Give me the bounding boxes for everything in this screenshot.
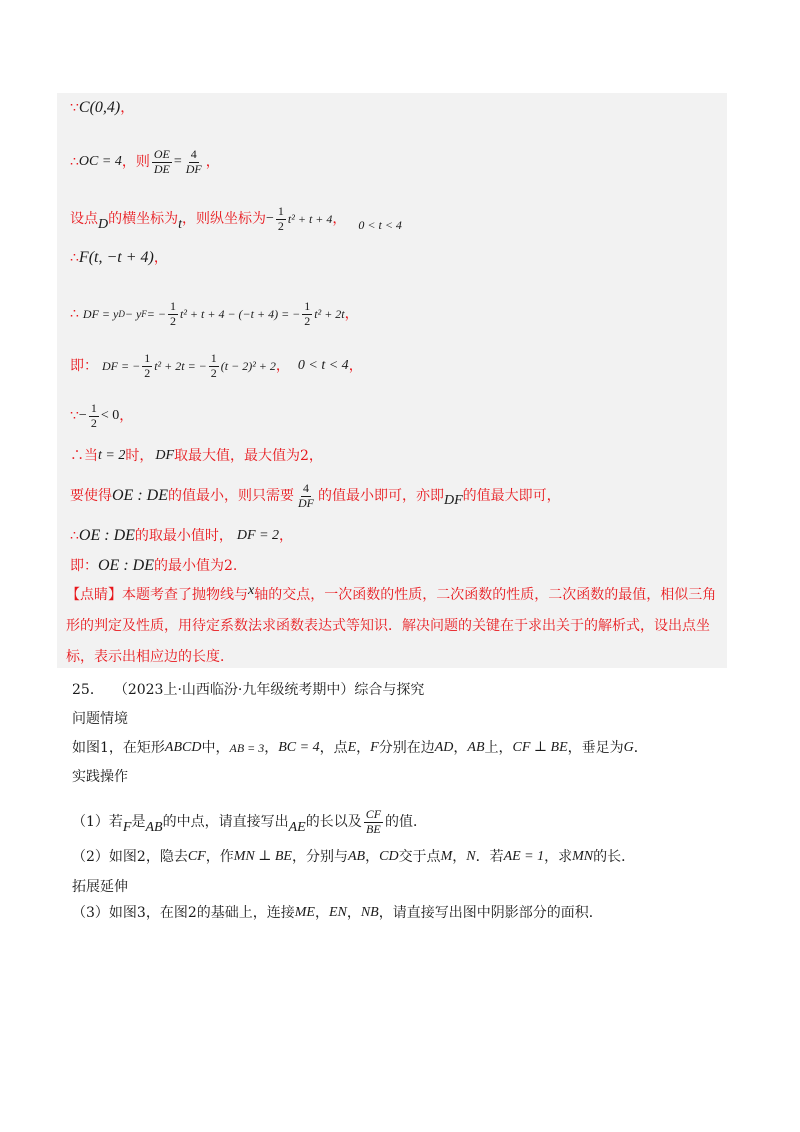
comment-paragraph: 【点睛】本题考查了抛物线与x轴的交点，一次函数的性质，二次函数的性质，二次函数的最值，相似三角形的判定及性质，用待定系数法求函数表达式等知识．解决问题的关键在于求出关于的解析式，设出点坐标，表示出相应边的长度． xyxy=(66,583,717,665)
problem-header xyxy=(72,683,424,697)
solution-line-1: ∵ C(0,4) ， xyxy=(70,99,135,116)
question-1: （1）若 F 是 AB 的中点，请直接写出 AE 的长以及 $\frac{CF}{BE}$ 的值． xyxy=(72,807,428,836)
question-2: （2）如图2，隐去 CF ，作 MN ⊥ BE ，分别与 AB ， CD 交于点 M ， N ．若 AE = 1 ，求 MN 的长． xyxy=(72,849,636,865)
therefore-symbol: ∴ xyxy=(70,306,79,323)
fraction-4-df: $\frac{4}{DF}$ xyxy=(185,147,202,176)
problem-number: 25． xyxy=(72,682,104,698)
question-3: （3）如图3，在图2的基础上，连接 ME ， EN ， NB ，请直接写出图中阴影部分的面积． xyxy=(72,905,603,921)
therefore-symbol: ∴ xyxy=(70,528,79,544)
section-heading-1: 问题情境 xyxy=(72,711,128,727)
solution-line-7: ∵ − $\frac{1}{2}$ < 0 ， xyxy=(70,401,134,430)
because-symbol: ∵ xyxy=(70,408,79,425)
solution-line-3: 设点 D 的横坐标为 t ，则纵坐标为 − $\frac{1}{2}$ t² + t + 4 ， 0 < t < 4 xyxy=(70,204,402,233)
solution-line-10: ∴ OE : DE 的取最小值时， DF = 2 ， xyxy=(70,527,294,544)
solution-line-4: ∴ F(t, −t + 4) ， xyxy=(70,249,168,266)
solution-line-2: ∴ OC = 4 ，则 $\frac{OE}{DE}$ = $\frac{4}{DF}$ ， xyxy=(70,147,220,176)
because-symbol: ∵ xyxy=(70,100,79,116)
problem-statement: 如图1，在矩形 ABCD 中， AB = 3 ， BC = 4 ，点 E ， F 分别在边 AD ， AB 上， CF ⊥ BE ，垂足为 G ． xyxy=(72,740,648,756)
section-heading-2: 实践操作 xyxy=(72,769,128,785)
section-heading-3: 拓展延伸 xyxy=(72,879,128,895)
therefore-symbol: ∴ xyxy=(70,154,79,171)
comment-tag: 【点睛】 xyxy=(66,587,122,603)
math-c-point: C(0,4) xyxy=(78,99,121,116)
solution-line-6: 即： DF = − $\frac{1}{2}$ t² + 2t = − $\frac{1}{2}$ (t − 2)² + 2 ， 0 < t < 4 ， xyxy=(70,351,363,380)
solution-line-9: 要使得 OE : DE 的值最小，则只需要 $\frac{4}{DF}$ 的值最小即可，亦即 DF 的值最大即可， xyxy=(70,481,561,510)
solution-line-11: 即： OE : DE 的最小值为2. xyxy=(70,557,238,574)
problem-source: （2023上·山西临汾·九年级统考期中）综合与探究 xyxy=(113,682,425,698)
therefore-symbol: ∴ xyxy=(70,250,79,266)
solution-line-8: ∴当 t = 2 时， DF 取最大值，最大值为2， xyxy=(70,448,323,464)
fraction-oe-de: $\frac{OE}{DE}$ xyxy=(153,147,170,176)
solution-line-5: ∴ DF = y D − y F = − $\frac{1}{2}$ t² + t + 4 − (−t + 4) = − $\frac{1}{2}$ t² + 2t ， xyxy=(70,299,359,328)
